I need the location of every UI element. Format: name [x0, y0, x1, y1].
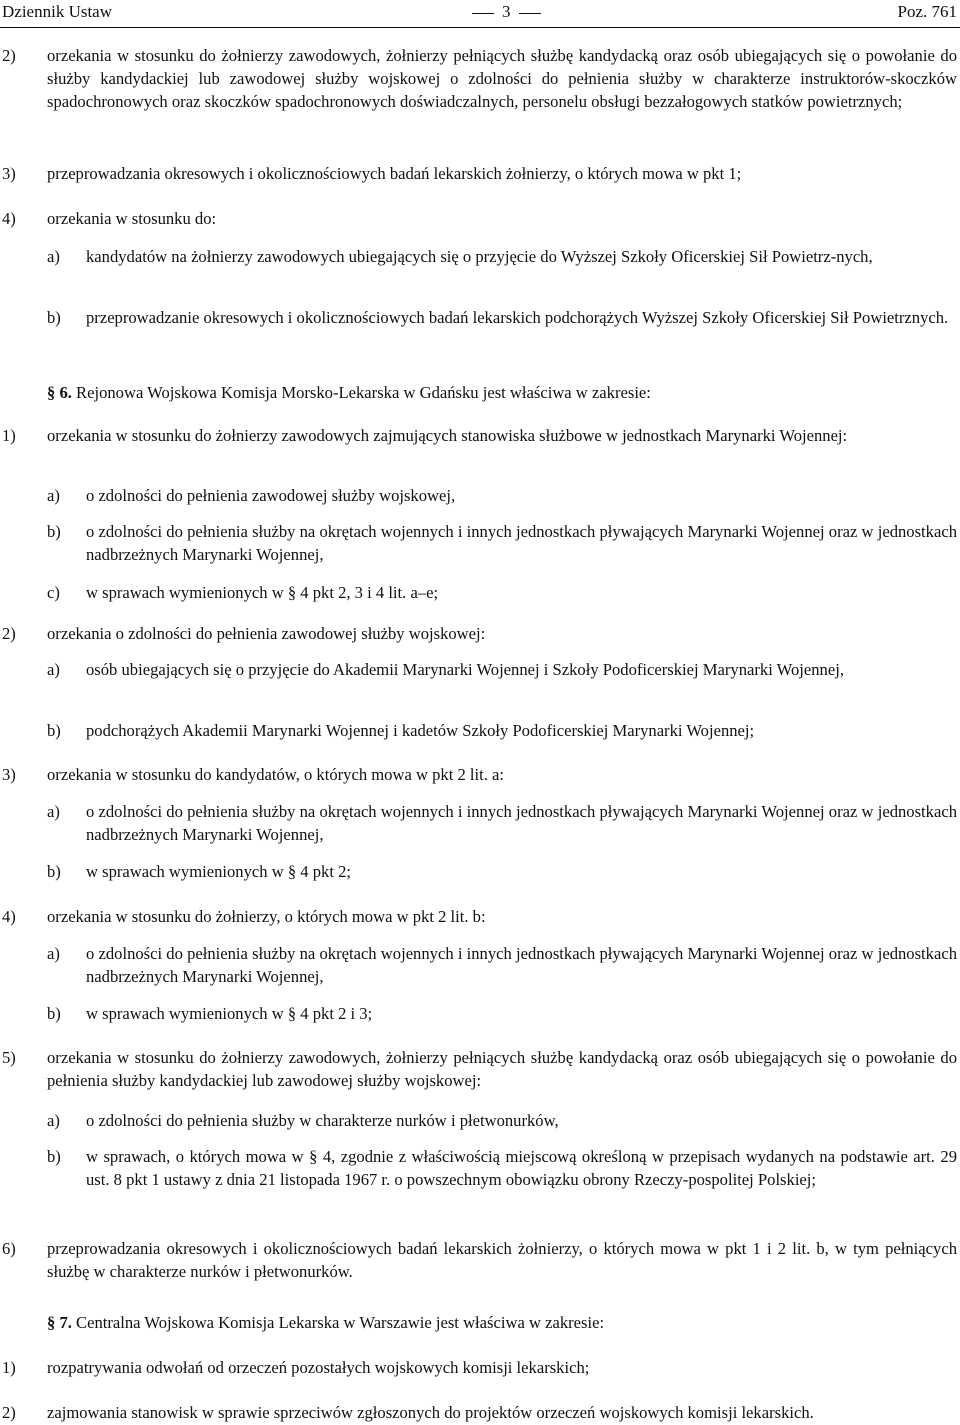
- list-item: 4) orzekania w stosunku do żołnierzy, o których mowa w pkt 2 lit. b:: [2, 907, 486, 926]
- sub-item: b) w sprawach, o których mowa w § 4, zgodnie z właściwością miejscową określoną w przepisach wydanych na podstawie art. 29 ust. 8 pkt 1 ustawy z dnia 21 listopada 1967 r. o powszechnym obowiązku obrony Rzeczy-pospolitej Polskiej;: [47, 1147, 957, 1189]
- section-heading: § 7. Centralna Wojskowa Komisja Lekarska w Warszawie jest właściwa w zakresie:: [47, 1313, 605, 1332]
- sub-item: a) osób ubiegających się o przyjęcie do Akademii Marynarki Wojennej i Szkoły Podoficerskiej Marynarki Wojennej,: [47, 660, 844, 679]
- sub-item: b) o zdolności do pełnienia służby na okrętach wojennych i innych jednostkach pływających Marynarki Wojennej oraz w jednostkach nadbrzeżnych Marynarki Wojennej,: [47, 522, 957, 564]
- list-item: 3) orzekania w stosunku do kandydatów, o których mowa w pkt 2 lit. a:: [2, 765, 505, 784]
- page-number: 3: [464, 2, 549, 22]
- header-divider: [0, 27, 960, 28]
- sub-item: b) przeprowadzanie okresowych i okolicznościowych badań lekarskich podchorążych Wyższej Szkoły Oficerskiej Sił Powietrznych.: [47, 308, 949, 327]
- journal-title: Dziennik Ustaw: [2, 2, 113, 21]
- page-header: [0, 0, 960, 30]
- sub-item: a) o zdolności do pełnienia służby w charakterze nurków i płetwonurków,: [47, 1111, 559, 1130]
- list-item: 1) orzekania w stosunku do żołnierzy zawodowych zajmujących stanowiska służbowe w jednostkach Marynarki Wojennej:: [2, 426, 848, 445]
- sub-item: b) w sprawach wymienionych w § 4 pkt 2 i 3;: [47, 1004, 373, 1023]
- list-item: 4) orzekania w stosunku do:: [2, 209, 217, 228]
- list-item: 2) orzekania o zdolności do pełnienia zawodowej służby wojskowej:: [2, 624, 486, 643]
- list-item: 2) zajmowania stanowisk w sprawie sprzeciwów zgłoszonych do projektów orzeczeń wojskowych komisji lekarskich.: [2, 1403, 814, 1422]
- sub-item: a) kandydatów na żołnierzy zawodowych ubiegających się o przyjęcie do Wyższej Szkoły Oficerskiej Sił Powietrz-nych,: [47, 247, 873, 266]
- sub-item: a) o zdolności do pełnienia służby na okrętach wojennych i innych jednostkach pływających Marynarki Wojennej oraz w jednostkach nadbrzeżnych Marynarki Wojennej,: [47, 944, 957, 986]
- list-item: 1) rozpatrywania odwołań od orzeczeń pozostałych wojskowych komisji lekarskich;: [2, 1358, 590, 1377]
- list-item: 6) przeprowadzania okresowych i okolicznościowych badań lekarskich żołnierzy, o których mowa w pkt 1 i 2 lit. b, w tym pełniących służbę w charakterze nurków i płetwonurków.: [2, 1239, 957, 1281]
- sub-item: b) w sprawach wymienionych w § 4 pkt 2;: [47, 862, 351, 881]
- sub-item: a) o zdolności do pełnienia służby na okrętach wojennych i innych jednostkach pływających Marynarki Wojennej oraz w jednostkach nadbrzeżnych Marynarki Wojennej,: [47, 802, 957, 844]
- sub-item: b) podchorążych Akademii Marynarki Wojennej i kadetów Szkoły Podoficerskiej Marynarki Wojennej;: [47, 721, 755, 740]
- list-item: 2) orzekania w stosunku do żołnierzy zawodowych, żołnierzy pełniących służbę kandydacką oraz osób ubiegających się o powołanie do służby kandydackiej lub zawodowej służby wojskowej o zdolności do pełnienia służby w charakterze instruktorów-skoczków spadochronowych oraz skoczków spadochronowych doświadczalnych, personelu obsługi bezzałogowych statków powietrznych;: [2, 46, 957, 111]
- position-number: Poz. 761: [897, 2, 957, 21]
- list-item: 3) przeprowadzania okresowych i okolicznościowych badań lekarskich żołnierzy, o których mowa w pkt 1;: [2, 164, 742, 183]
- list-item: 5) orzekania w stosunku do żołnierzy zawodowych, żołnierzy pełniących służbę kandydacką oraz osób ubiegających się o powołanie do pełnienia służby kandydackiej lub zawodowej służby wojskowej:: [2, 1048, 957, 1090]
- section-number: § 7.: [47, 1313, 72, 1332]
- section-number: § 6.: [47, 383, 72, 402]
- sub-item: a) o zdolności do pełnienia zawodowej służby wojskowej,: [47, 486, 456, 505]
- sub-item: c) w sprawach wymienionych w § 4 pkt 2, 3 i 4 lit. a–e;: [47, 583, 439, 602]
- section-heading: § 6. Rejonowa Wojskowa Komisja Morsko-Lekarska w Gdańsku jest właściwa w zakresie:: [47, 383, 651, 402]
